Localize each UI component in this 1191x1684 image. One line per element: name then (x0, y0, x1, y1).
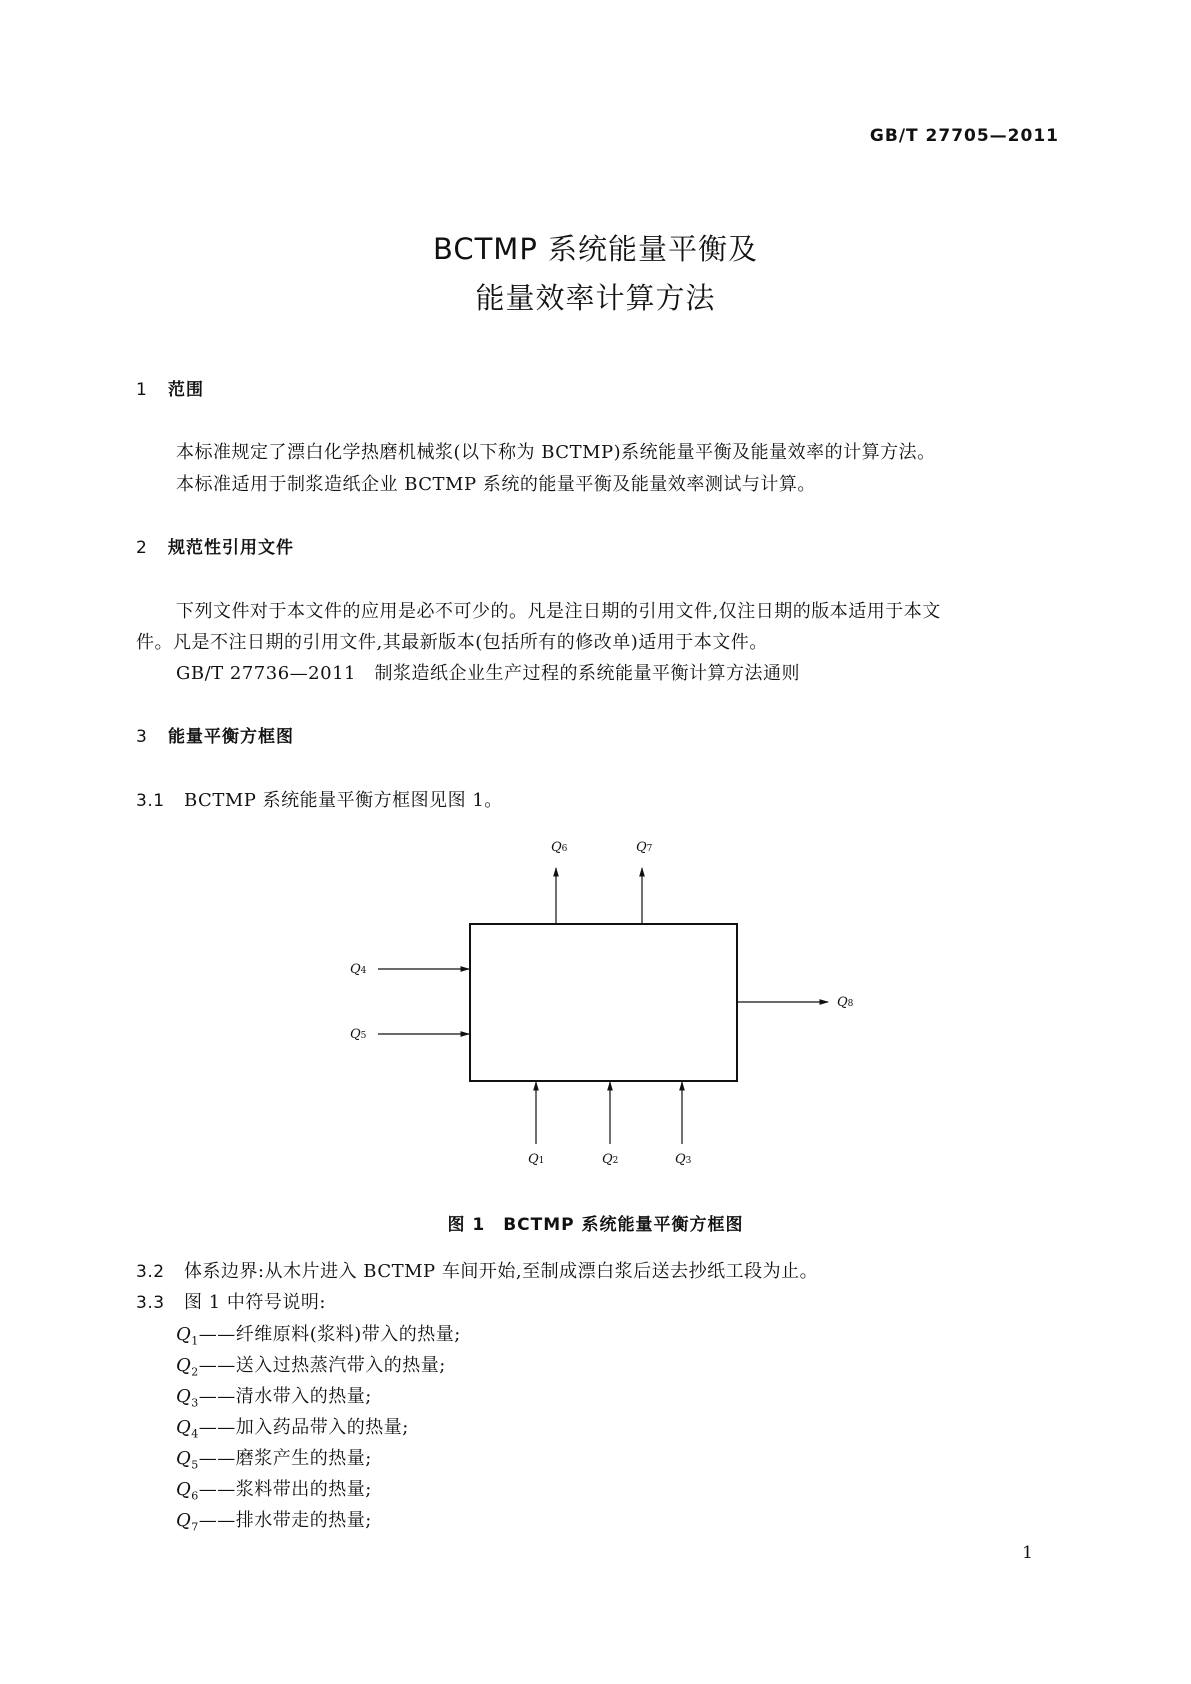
figure-number: 图 1 (447, 1215, 486, 1235)
label-q6: Q6 (551, 840, 568, 855)
document-title-line-2: 能量效率计算方法 (475, 281, 716, 315)
section-title: 能量平衡方框图 (168, 727, 294, 747)
symbol-definition: $Q_3——$清水带入的热量; (176, 1386, 372, 1410)
label-q5: Q5 (350, 1027, 367, 1042)
section-title: 规范性引用文件 (168, 538, 294, 558)
symbol-definition: $Q_6——$浆料带出的热量; (176, 1479, 372, 1503)
standard-number: GB/T 27705—2011 (869, 126, 1059, 146)
clause-number: 3.1 (136, 791, 165, 811)
symbol-definition: $Q_7——$排水带走的热量; (176, 1510, 372, 1534)
document-title-line-1: BCTMP 系统能量平衡及 (432, 232, 759, 266)
symbol-definition: $Q_4——$加入药品带入的热量; (176, 1417, 409, 1441)
normative-reference: GB/T 27736—2011 制浆造纸企业生产过程的系统能量平衡计算方法通则 (176, 663, 800, 684)
label-q8: Q8 (837, 995, 854, 1010)
clause-text: 体系边界:从木片进入 BCTMP 车间开始,至制成漂白浆后送去抄纸工段为止。 (184, 1261, 819, 1282)
section-1-paragraph-2: 本标准适用于制浆造纸企业 BCTMP 系统的能量平衡及能量效率测试与计算。 (176, 474, 816, 495)
clause-text: BCTMP 系统能量平衡方框图见图 1。 (184, 790, 503, 811)
clause-3-3 (136, 1288, 326, 1314)
symbol-definition: $Q_2——$送入过热蒸汽带入的热量; (176, 1355, 446, 1379)
figure-caption (0, 1210, 1191, 1235)
system-boundary-box (470, 924, 737, 1081)
label-q1: Q1 (528, 1152, 545, 1167)
clause-number: 3.2 (136, 1262, 165, 1282)
symbol-definition: $Q_1——$纤维原料(浆料)带入的热量; (176, 1324, 461, 1348)
section-2-paragraph-line-1: 下列文件对于本文件的应用是必不可少的。凡是注日期的引用文件,仅注日期的版本适用于本文 (176, 601, 941, 622)
clause-text: 图 1 中符号说明: (184, 1292, 326, 1313)
clause-number: 3.3 (136, 1293, 165, 1313)
section-number: 1 (136, 380, 148, 400)
section-number: 3 (136, 727, 148, 747)
section-number: 2 (136, 538, 148, 558)
symbol-definition: $Q_5——$磨浆产生的热量; (176, 1448, 372, 1472)
section-2-paragraph-line-2: 件。凡是不注日期的引用文件,其最新版本(包括所有的修改单)适用于本文件。 (136, 632, 768, 653)
section-1-paragraph-1: 本标准规定了漂白化学热磨机械浆(以下称为 BCTMP)系统能量平衡及能量效率的计算方法。 (176, 442, 936, 463)
label-q4: Q4 (350, 962, 367, 977)
page-number: 1 (1022, 1543, 1033, 1563)
label-q2: Q2 (602, 1152, 619, 1167)
figure-title: BCTMP 系统能量平衡方框图 (503, 1215, 744, 1235)
label-q7: Q7 (636, 840, 653, 855)
clause-3-2 (136, 1257, 818, 1283)
section-title: 范围 (168, 380, 204, 400)
label-q3: Q3 (675, 1152, 692, 1167)
